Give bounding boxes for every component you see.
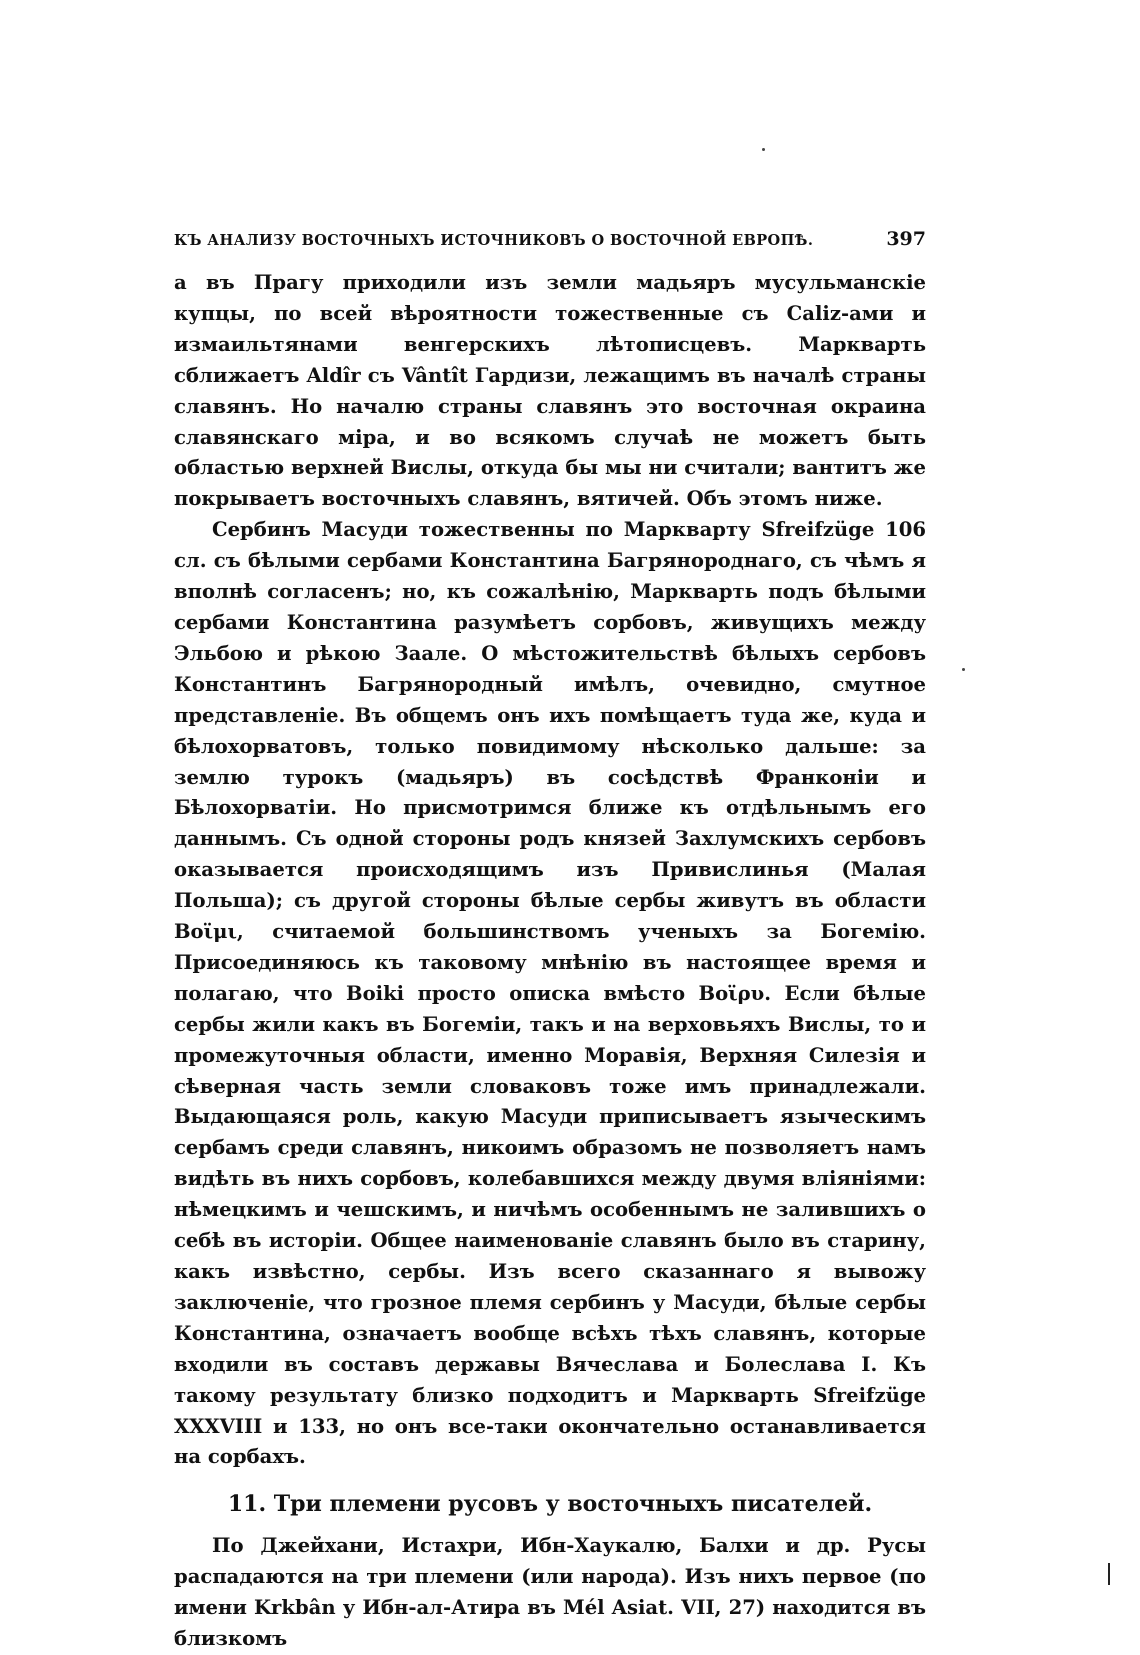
running-title: КЪ АНАЛИЗУ ВОСТОЧНЫХЪ ИСТОЧНИКОВЪ О ВОСТОЧНОЙ ЕВРОПѢ. [174,232,814,249]
margin-mark [1108,1563,1110,1585]
running-header [174,228,926,250]
scan-speck [762,148,765,151]
document-page [174,228,926,1655]
scan-speck [962,668,965,671]
paragraph-1: а въ Прагу приходили изъ земли мадьяръ мусульманскіе купцы, по всей вѣроятности тожественные съ Caliz-ами и измаильтянами венгерскихъ лѣтописцевъ. Маркварть сближаетъ Aldîr съ Vântît Гардизи, лежащимъ въ началѣ страны славянъ. Но началю страны славянъ это восточная окраина славянскаго міра, и во всякомъ случаѣ не можетъ быть областью верхней Вислы, откуда бы мы ни считали; вантитъ же покрываетъ восточныхъ славянъ, вятичей. Объ этомъ ниже. [174,271,926,511]
paragraph-3: По Джейхани, Истахри, Ибн-Хаукалю, Балхи и др. Русы распадаются на три племени (или народа). Изъ нихъ первое (по имени Krkbân у Ибн-ал-Атира въ Mél Asiat. VII, 27) находится въ близкомъ [174,1534,926,1651]
section-heading: 11. Три племени русовъ у восточныхъ писателей. [227,1491,873,1518]
page-number: 397 [886,228,926,250]
paragraph-2: Сербинъ Масуди тожественны по Маркварту Sfreifzüge 106 сл. съ бѣлыми сербами Константина Багрянороднаго, съ чѣмъ я вполнѣ согласенъ; но, къ сожалѣнію, Маркварть подъ бѣлыми сербами Константина разумѣетъ сорбовъ, живущихъ между Эльбою и рѣкою Заале. О мѣстожительствѣ бѣлыхъ сербовъ Константинъ Багрянородный имѣлъ, очевидно, смутное представленіе. Въ общемъ онъ ихъ помѣщаетъ туда же, куда и бѣлохорватовъ, только повидимому нѣсколько дальше: за землю турокъ (мадьяръ) въ сосѣдствѣ Франконіи и Бѣлохорватіи. Но присмотримся ближе къ отдѣльнымъ его даннымъ. Съ одной стороны родъ князей Захлумскихъ сербовъ оказывается происходящимъ изъ Привислинья (Малая Польша); съ другой стороны бѣлые сербы живутъ въ области Βοϊμι, считаемой большинствомъ ученыхъ за Богемію. Присоединяюсь къ таковому мнѣнію въ настоящее время и полагаю, что Boiki просто описка вмѣсто Βοϊρυ. Если бѣлые сербы жили какъ въ Богеміи, такъ и на верховьяхъ Вислы, то и промежуточныя области, именно Моравія, Верхняя Силезія и сѣверная часть земли словаковъ тоже имъ принадлежали. Выдающаяся роль, какую Масуди приписываетъ языческимъ сербамъ среди славянъ, никоимъ образомъ не позволяетъ намъ видѣть въ нихъ сорбовъ, колебавшихся между двумя вліяніями: нѣмецкимъ и чешскимъ, и ничѣмъ особеннымъ не залившихъ о себѣ въ исторіи. Общее наименованіе славянъ было въ старину, какъ извѣстно, сербы. Изъ всего сказаннаго я вывожу заключеніе, что грозное племя сербинъ у Масуди, бѣлые сербы Константина, означаетъ вообще всѣхъ тѣхъ славянъ, которые входили въ составъ державы Вячеслава и Болеслава I. Къ такому результату близко подходитъ и Маркварть Sfreifzüge XXXVIII и 133, но онъ все-таки окончательно останавливается на сорбахъ. [174,518,926,1469]
